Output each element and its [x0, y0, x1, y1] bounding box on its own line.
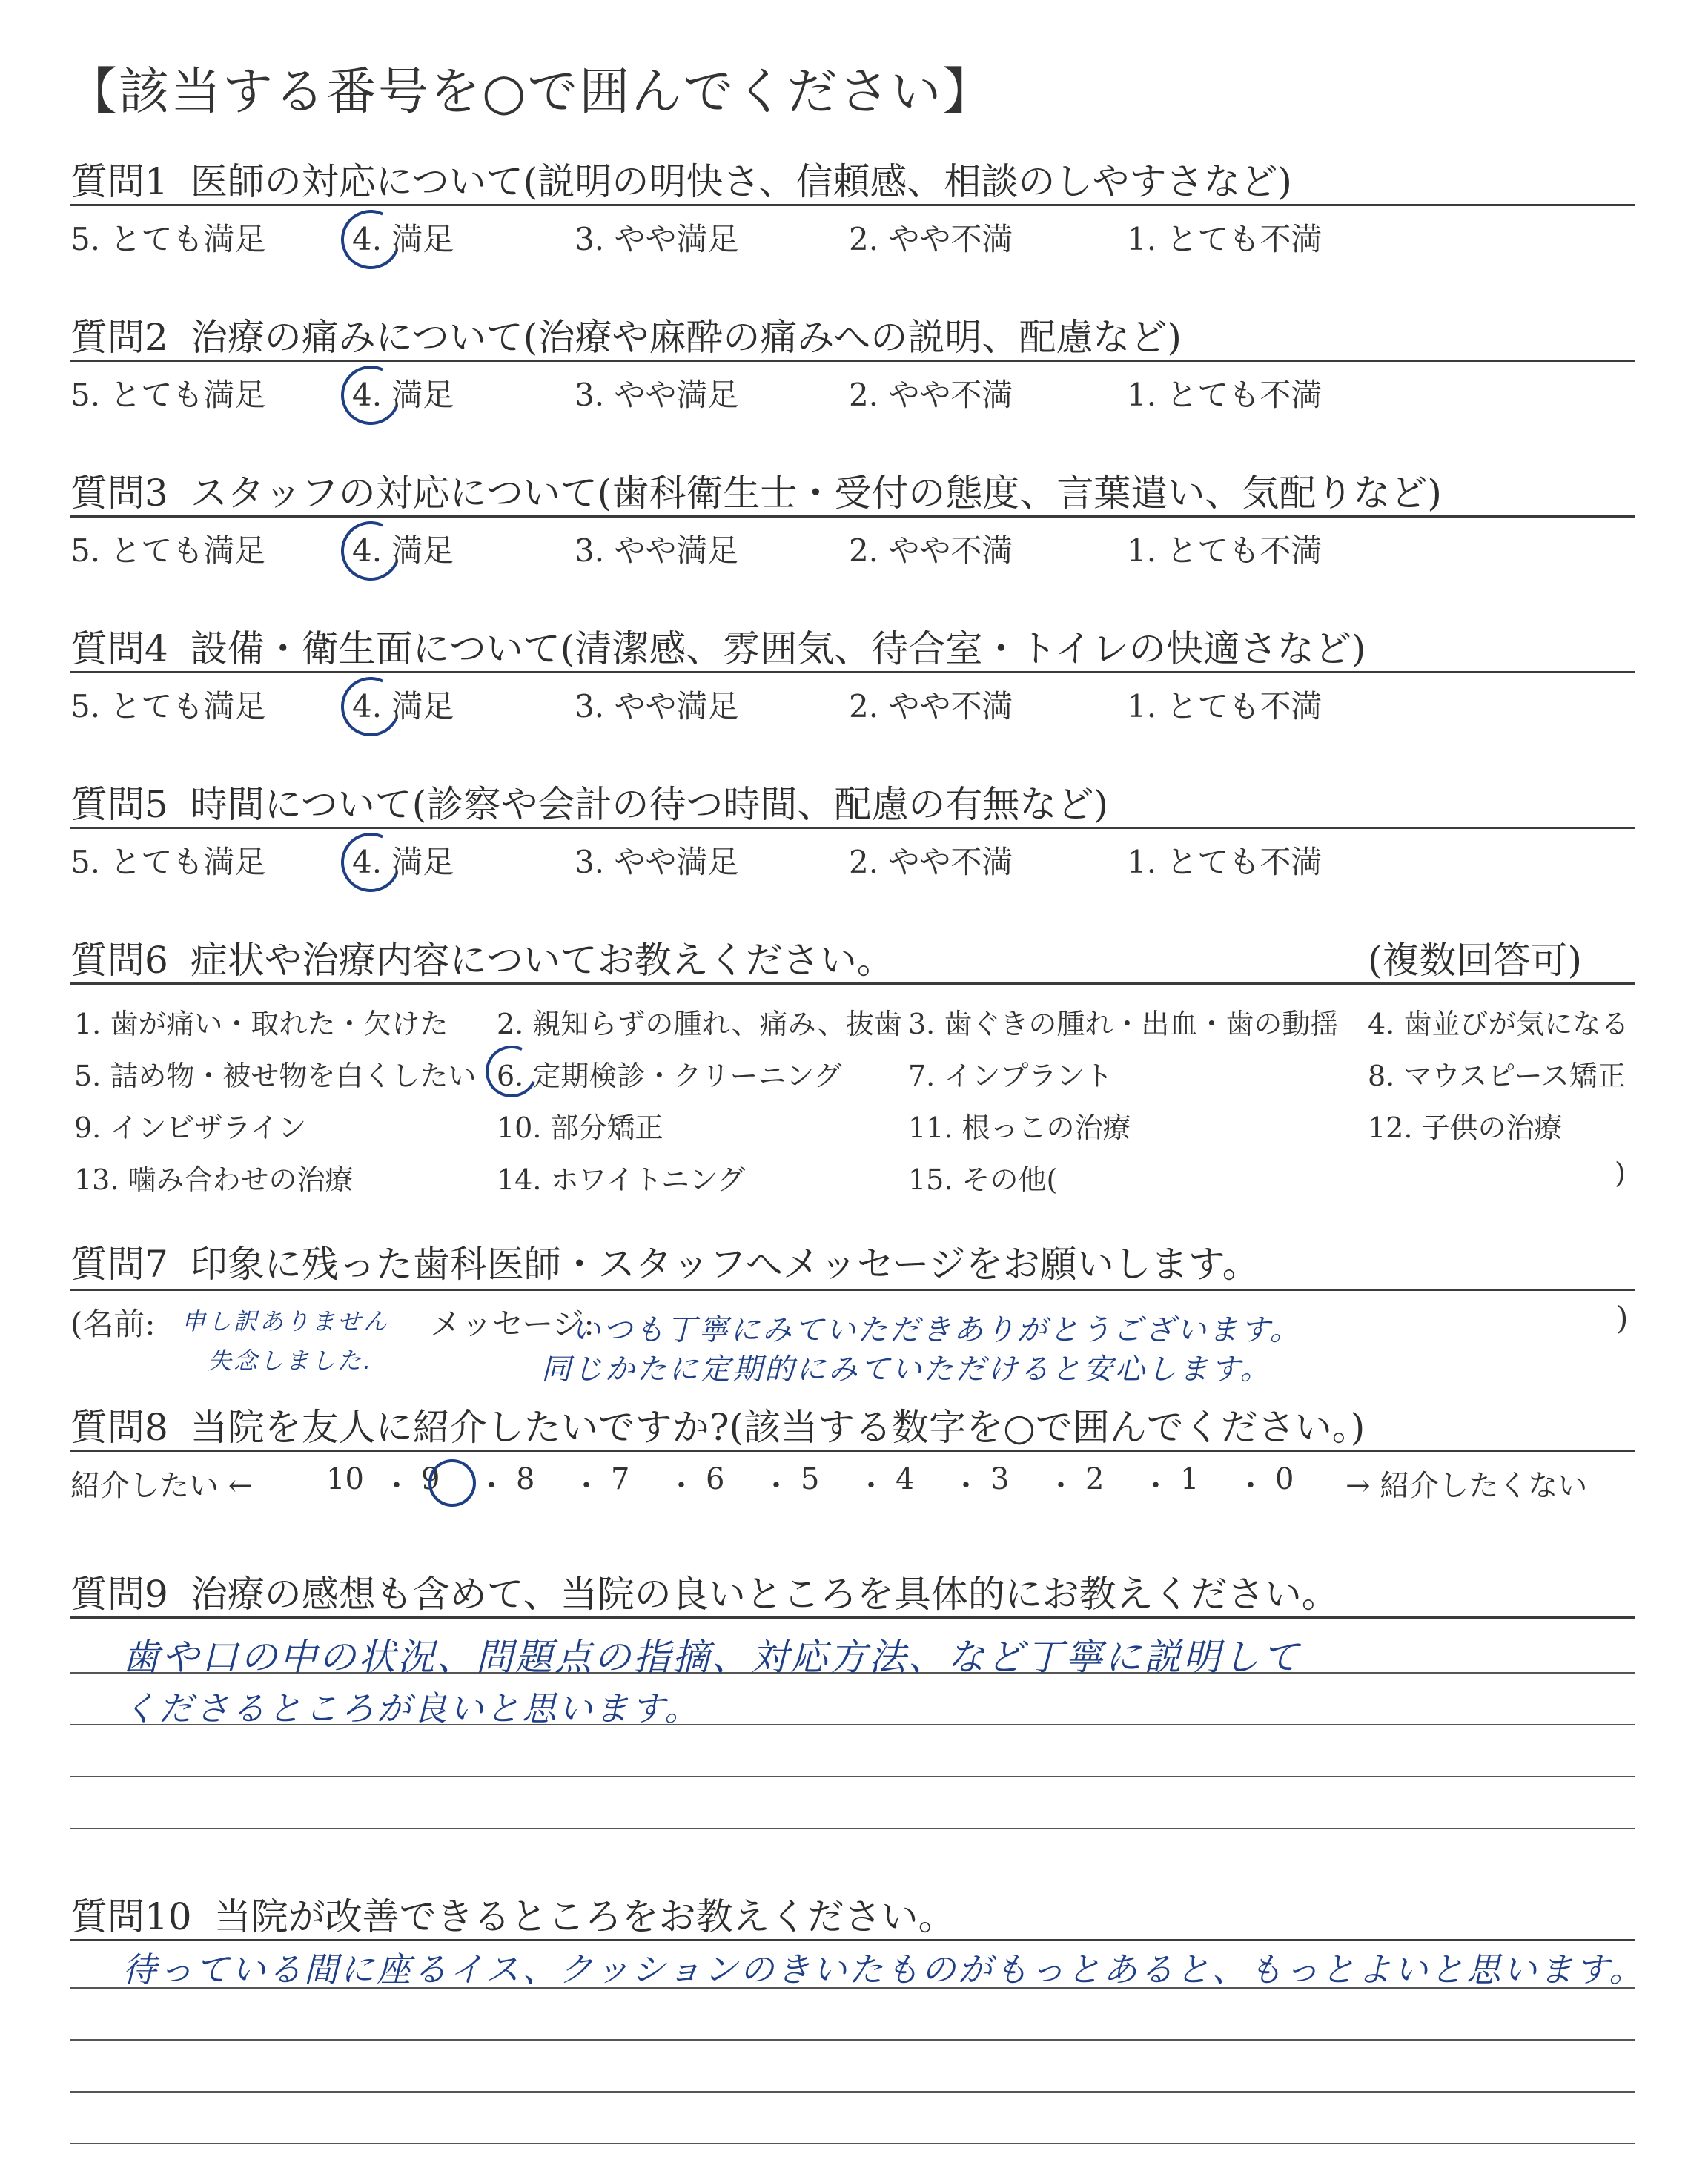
q2-number: 質問2 [70, 316, 168, 359]
q6-item-6[interactable]: 6. 定期検診・クリーニング [497, 1060, 842, 1092]
q1-option-5[interactable]: 5. とても満足 [70, 221, 266, 257]
q6-other-close-paren: ) [1615, 1157, 1626, 1189]
q7-rule [70, 1289, 1635, 1291]
q8-scale-3[interactable]: 3 [990, 1462, 1010, 1496]
q6-item-4[interactable]: 4. 歯並びが気になる [1368, 1008, 1629, 1040]
q2-option-4[interactable]: 4. 満足 [352, 377, 454, 413]
q2-option-1[interactable]: 1. とても不満 [1127, 377, 1323, 413]
q4-text: 設備・衛生面について(清潔感、雰囲気、待合室・トイレの快適さなど) [190, 627, 1366, 670]
q8-scale-6[interactable]: 6 [706, 1462, 725, 1496]
q4-number: 質問4 [70, 627, 168, 670]
q4-option-1[interactable]: 1. とても不満 [1127, 688, 1323, 724]
q3-option-5[interactable]: 5. とても満足 [70, 532, 266, 569]
q1-rule [70, 204, 1635, 206]
q2-text: 治療の痛みについて(治療や麻酔の痛みへの説明、配慮など) [190, 316, 1182, 359]
q8-separator: ・ [951, 1469, 981, 1503]
q6-item-1[interactable]: 1. 歯が痛い・取れた・欠けた [74, 1008, 448, 1040]
q10-rule [70, 1939, 1635, 1941]
q3-option-1[interactable]: 1. とても不満 [1127, 532, 1323, 569]
form-title: 【該当する番号を○で囲んでください】 [67, 63, 995, 122]
q8-selected-circle [428, 1459, 476, 1507]
q6-number: 質問6 [70, 939, 168, 982]
q7-name-label: (名前: [70, 1306, 156, 1342]
q6-selected-circle [478, 1038, 545, 1105]
q7-number: 質問7 [70, 1243, 168, 1286]
q5-option-3[interactable]: 3. やや満足 [575, 844, 739, 880]
q9-answer-line [70, 1828, 1635, 1829]
q1-option-1[interactable]: 1. とても不満 [1127, 221, 1323, 257]
q8-number: 質問8 [70, 1406, 168, 1449]
q6-rule [70, 982, 1635, 985]
q8-separator: ・ [1236, 1469, 1265, 1503]
q8-separator: ・ [1141, 1469, 1171, 1503]
q6-text: 症状や治療内容についてお教えください。 [190, 939, 894, 982]
q2-option-3[interactable]: 3. やや満足 [575, 377, 739, 413]
q8-rule [70, 1450, 1635, 1452]
q9-heading [70, 1565, 1339, 1618]
q7-message-handwritten-1: いつも丁寧にみていただきありがとうございます。 [571, 1313, 1302, 1347]
q7-name-handwritten-1: 申し訳ありません [182, 1307, 390, 1335]
q5-number: 質問5 [70, 783, 168, 826]
q8-scale-4[interactable]: 4 [896, 1462, 915, 1496]
q6-item-14[interactable]: 14. ホワイトニング [497, 1163, 746, 1196]
q5-heading [70, 775, 1108, 828]
q9-answer-line [70, 1776, 1635, 1777]
q6-item-10[interactable]: 10. 部分矯正 [497, 1112, 663, 1144]
q1-text: 医師の対応について(説明の明快さ、信頼感、相談のしやすさなど) [190, 160, 1292, 203]
q10-heading [70, 1887, 956, 1941]
q1-heading [70, 152, 1292, 205]
q8-scale-5[interactable]: 5 [801, 1462, 820, 1496]
q2-heading [70, 308, 1182, 361]
q4-option-3[interactable]: 3. やや満足 [575, 688, 739, 724]
q2-selected-circle [333, 357, 409, 434]
q8-separator: ・ [477, 1469, 506, 1503]
q6-item-5[interactable]: 5. 詰め物・被せ物を白くしたい [74, 1060, 477, 1092]
q4-option-5[interactable]: 5. とても満足 [70, 688, 266, 724]
q6-item-12[interactable]: 12. 子供の治療 [1368, 1112, 1563, 1144]
q3-option-4[interactable]: 4. 満足 [352, 532, 454, 569]
q9-answer-handwritten-2: くださるところが良いと思います。 [122, 1688, 701, 1728]
q5-option-1[interactable]: 1. とても不満 [1127, 844, 1323, 880]
q2-rule [70, 360, 1635, 362]
q8-scale-2[interactable]: 2 [1085, 1462, 1105, 1496]
q6-item-7[interactable]: 7. インプラント [908, 1060, 1113, 1092]
q10-answer-line [70, 2143, 1635, 2144]
q10-number: 質問10 [70, 1895, 192, 1938]
q9-rule [70, 1616, 1635, 1619]
q5-rule [70, 827, 1635, 829]
q2-option-2[interactable]: 2. やや不満 [849, 377, 1013, 413]
q7-message-label: メッセージ: [430, 1306, 595, 1342]
q5-selected-circle [333, 825, 409, 901]
q2-option-5[interactable]: 5. とても満足 [70, 377, 266, 413]
q8-text: 当院を友人に紹介したいですか?(該当する数字を○で囲んでください。) [190, 1406, 1366, 1449]
q6-heading [70, 931, 894, 984]
q1-number: 質問1 [70, 160, 168, 203]
q6-item-15[interactable]: 15. その他( [908, 1163, 1058, 1196]
q1-option-4[interactable]: 4. 満足 [352, 221, 454, 257]
q9-answer-handwritten-1: 歯や口の中の状況、問題点の指摘、対応方法、など丁寧に説明して [122, 1636, 1301, 1679]
q8-separator: ・ [666, 1469, 696, 1503]
q6-note: (複数回答可) [1368, 939, 1583, 982]
q10-text: 当院が改善できるところをお教えください。 [214, 1895, 956, 1938]
q7-message-handwritten-2: 同じかたに定期的にみていただけると安心します。 [541, 1353, 1272, 1387]
q10-answer-line [70, 2039, 1635, 2041]
q3-option-3[interactable]: 3. やや満足 [575, 532, 739, 569]
q7-name-handwritten-2: 失念しました. [208, 1347, 374, 1375]
q1-selected-circle [333, 202, 409, 278]
q8-separator: ・ [382, 1469, 411, 1503]
q8-scale-9[interactable]: 9 [421, 1462, 440, 1496]
q3-option-2[interactable]: 2. やや不満 [849, 532, 1013, 569]
q10-answer-line [70, 2091, 1635, 2093]
q3-rule [70, 515, 1635, 518]
q5-option-2[interactable]: 2. やや不満 [849, 844, 1013, 880]
q6-item-9[interactable]: 9. インビザライン [74, 1112, 307, 1144]
q6-item-11[interactable]: 11. 根っこの治療 [908, 1112, 1131, 1144]
q6-item-13[interactable]: 13. 噛み合わせの治療 [74, 1163, 354, 1196]
q4-option-4[interactable]: 4. 満足 [352, 688, 454, 724]
q8-separator: ・ [572, 1469, 601, 1503]
q7-heading [70, 1235, 1260, 1288]
q5-text: 時間について(診察や会計の待つ時間、配慮の有無など) [190, 783, 1108, 826]
q8-scale-7[interactable]: 7 [611, 1462, 630, 1496]
q8-left-label: 紹介したい ← [70, 1469, 254, 1503]
q6-item-3[interactable]: 3. 歯ぐきの腫れ・出血・歯の動揺 [908, 1008, 1339, 1040]
q3-heading [70, 463, 1442, 517]
q8-separator: ・ [1046, 1469, 1076, 1503]
q8-scale-10[interactable]: 10 [326, 1462, 364, 1496]
q1-option-3[interactable]: 3. やや満足 [575, 221, 739, 257]
q9-number: 質問9 [70, 1573, 168, 1616]
q9-text: 治療の感想も含めて、当院の良いところを具体的にお教えください。 [190, 1573, 1339, 1616]
q8-scale-8[interactable]: 8 [516, 1462, 535, 1496]
q4-heading [70, 619, 1366, 673]
q4-option-2[interactable]: 2. やや不満 [849, 688, 1013, 724]
q7-text: 印象に残った歯科医師・スタッフへメッセージをお願いします。 [190, 1243, 1260, 1286]
q8-right-label: → 紹介したくない [1345, 1469, 1588, 1503]
q8-scale-0[interactable]: 0 [1275, 1462, 1294, 1496]
q5-option-5[interactable]: 5. とても満足 [70, 844, 266, 880]
q4-rule [70, 671, 1635, 673]
q8-scale-1[interactable]: 1 [1180, 1462, 1199, 1496]
q8-separator: ・ [856, 1469, 886, 1503]
q3-text: スタッフの対応について(歯科衛生士・受付の態度、言葉遣い、気配りなど) [190, 472, 1442, 515]
q4-selected-circle [333, 669, 409, 745]
q1-option-2[interactable]: 2. やや不満 [849, 221, 1013, 257]
q8-heading [70, 1398, 1365, 1451]
q6-item-8[interactable]: 8. マウスピース矯正 [1368, 1060, 1626, 1092]
q3-selected-circle [333, 513, 409, 589]
q8-separator: ・ [761, 1469, 791, 1503]
q10-answer-handwritten-1: 待っている間に座るイス、クッションのきいたものがもっとあると、もっとよいと思います。 [122, 1949, 1646, 1989]
q6-item-2[interactable]: 2. 親知らずの腫れ、痛み、抜歯 [497, 1008, 902, 1040]
q5-option-4[interactable]: 4. 満足 [352, 844, 454, 880]
q3-number: 質問3 [70, 472, 168, 515]
q7-close-paren: ) [1616, 1300, 1629, 1336]
